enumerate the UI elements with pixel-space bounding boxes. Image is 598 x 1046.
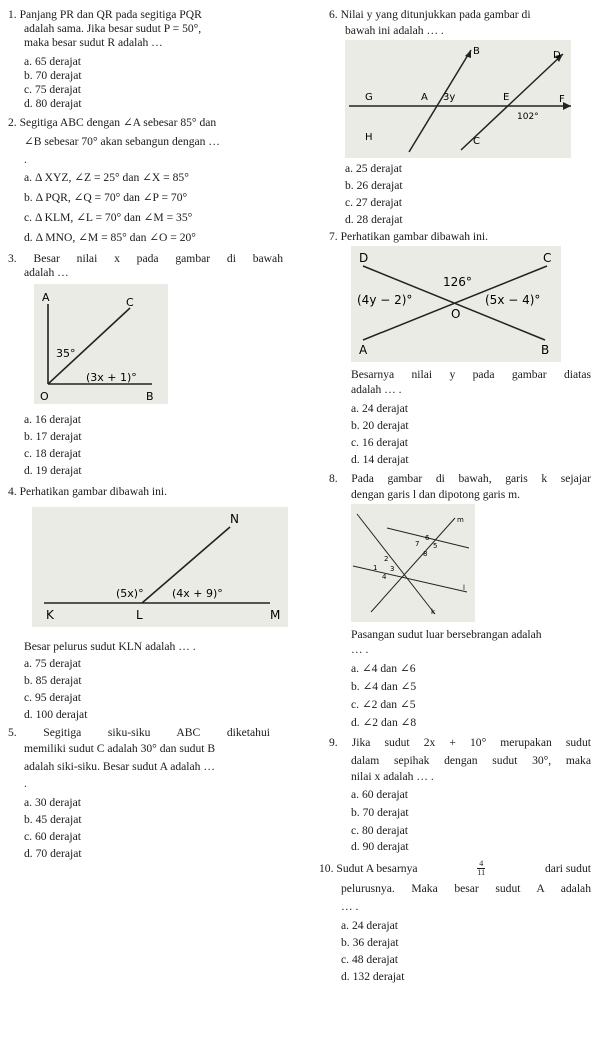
q6-angle-3y: 3y: [443, 92, 456, 103]
q1-line-3: maka besar sudut R adalah …: [24, 36, 163, 49]
q9-line-2: dalam sepihak dengan sudut 30°, maka: [351, 754, 591, 767]
q4-option-a: a. 75 derajat: [24, 657, 81, 670]
q6-arrow-b: [465, 50, 471, 58]
q9-option-b: b. 70 derajat: [351, 806, 409, 819]
q6-label-c: C: [473, 136, 480, 147]
q3-label-c: C: [126, 296, 134, 309]
q3-option-c: c. 18 derajat: [24, 447, 81, 460]
q7-option-a: a. 24 derajat: [351, 402, 408, 415]
q1-option-a: a. 65 derajat: [24, 55, 81, 68]
q10-fraction-denominator: 11: [477, 868, 486, 877]
q8-question-1: Pasangan sudut luar bersebrangan adalah: [351, 628, 542, 641]
q6-label-d: D: [553, 50, 561, 61]
q7-label-a: A: [359, 343, 368, 357]
q8-line-2: dengan garis l dan dipotong garis m.: [351, 488, 521, 501]
q8-option-b: b. ∠4 dan ∠5: [351, 680, 417, 693]
q10-fraction-numerator: 4: [479, 859, 484, 868]
q7-question-1: Besarnya nilai y pada gambar diatas: [351, 368, 591, 381]
q3-angle-35: 35°: [56, 347, 76, 360]
q3-label-a: A: [42, 291, 50, 304]
q3-line-1: 3. Besar nilai x pada gambar di bawah: [8, 252, 283, 265]
q8-angle-3: 3: [390, 565, 395, 573]
q8-angle-5: 5: [433, 542, 438, 550]
q2-line-2: ∠B sebesar 70° akan sebangun dengan …: [24, 135, 220, 148]
q6-label-g: G: [365, 92, 373, 103]
q6-figure: [345, 40, 571, 158]
q3-option-b: b. 17 derajat: [24, 430, 82, 443]
q10-line-3: … .: [341, 900, 359, 913]
q1-line-2: adalah sama. Jika besar sudut P = 50°,: [24, 22, 202, 35]
q4-label-l: L: [136, 608, 143, 622]
q2-option-b: b. Δ PQR, ∠Q = 70° dan ∠P = 70°: [24, 191, 188, 204]
q9-line-3: nilai x adalah … .: [351, 770, 434, 783]
q3-angle-diagram: [34, 284, 168, 404]
q4-option-d: d. 100 derajat: [24, 708, 88, 721]
q8-label-k: k: [431, 608, 436, 616]
q4-label-m: M: [270, 608, 281, 622]
q7-angle-4y: (4y − 2)°: [357, 293, 413, 307]
q8-figure: [351, 504, 475, 622]
q10-line-1: [319, 860, 591, 877]
q6-option-c: c. 27 derajat: [345, 196, 402, 209]
q7-angle-126: 126°: [443, 275, 472, 289]
q4-option-c: c. 95 derajat: [24, 691, 81, 704]
q6-label-e: E: [503, 92, 510, 103]
q3-figure: [34, 284, 168, 404]
q5-option-d: d. 70 derajat: [24, 847, 82, 860]
q2-option-a: a. Δ XYZ, ∠Z = 25° dan ∠X = 85°: [24, 171, 189, 184]
q1-option-c: c. 75 derajat: [24, 83, 81, 96]
q10-line-1-pre: 10. Sudut A besarnya: [319, 861, 418, 875]
q7-question-2: adalah … .: [351, 383, 402, 396]
q7-label-d: D: [359, 251, 369, 265]
q5-option-a: a. 30 derajat: [24, 796, 81, 809]
q4-angle-diagram: [32, 507, 288, 627]
q3-angle-3x: (3x + 1)°: [86, 371, 137, 384]
q4-option-b: b. 85 derajat: [24, 674, 82, 687]
q6-line-2: bawah ini adalah … .: [345, 24, 444, 37]
q8-label-l: l: [463, 584, 465, 592]
q8-line-1: 8. Pada gambar di bawah, garis k sejajar: [329, 472, 591, 485]
q4-label-k: K: [46, 608, 54, 622]
q4-figure: [32, 507, 288, 627]
q5-option-b: b. 45 derajat: [24, 813, 82, 826]
q8-angle-1: 1: [373, 564, 378, 572]
q5-line-3: adalah siki-siku. Besar sudut A adalah …: [24, 760, 215, 773]
q9-option-a: a. 60 derajat: [351, 788, 408, 801]
q10-fraction: [477, 860, 485, 877]
q7-angle-5x: (5x − 4)°: [485, 293, 541, 307]
q7-option-d: d. 14 derajat: [351, 453, 409, 466]
q8-option-a: a. ∠4 dan ∠6: [351, 662, 416, 675]
q3-label-b: B: [146, 390, 154, 403]
q4-line-1: 4. Perhatikan gambar dibawah ini.: [8, 485, 168, 498]
q7-option-b: b. 20 derajat: [351, 419, 409, 432]
q10-option-b: b. 36 derajat: [341, 936, 399, 949]
q1-option-b: b. 70 derajat: [24, 69, 82, 82]
q10-line-1-post: dari sudut: [544, 861, 591, 875]
q6-angle-102: 102°: [517, 112, 539, 122]
q6-label-f: F: [559, 94, 565, 105]
q8-angle-8: 8: [423, 550, 428, 558]
q6-label-a: A: [421, 92, 428, 103]
q7-label-o: O: [451, 307, 461, 321]
q5-line-1: 5. Segitiga siku-siku ABC diketahui: [8, 726, 270, 739]
q6-parallel-lines-diagram: [345, 40, 571, 158]
q8-question-2: … .: [351, 643, 369, 656]
q8-label-m: m: [457, 516, 464, 524]
q6-option-a: a. 25 derajat: [345, 162, 402, 175]
q8-transversal-diagram: [351, 504, 475, 622]
q7-label-b: B: [541, 343, 550, 357]
q8-angle-4: 4: [382, 573, 387, 581]
q2-line-3: .: [24, 153, 27, 166]
q8-angle-6: 6: [425, 534, 430, 542]
q1-line-1: 1. Panjang PR dan QR pada segitiga PQR: [8, 8, 202, 21]
q2-line-1: 2. Segitiga ABC dengan ∠A sebesar 85° dan: [8, 116, 217, 129]
q8-line-k: [357, 514, 438, 614]
q4-angle-4x: (4x + 9)°: [172, 587, 223, 600]
q8-angle-2: 2: [384, 555, 389, 563]
q6-line-1: 6. Nilai y yang ditunjukkan pada gambar di: [329, 8, 531, 21]
q7-line-1: 7. Perhatikan gambar dibawah ini.: [329, 230, 489, 243]
q7-intersecting-lines-diagram: [351, 246, 561, 362]
q8-line-l: [353, 566, 467, 592]
q1-option-d: d. 80 derajat: [24, 97, 82, 110]
q8-line-m: [371, 518, 455, 612]
q9-option-d: d. 90 derajat: [351, 840, 409, 853]
q4-question: Besar pelurus sudut KLN adalah … .: [24, 640, 196, 653]
q7-figure: [351, 246, 561, 362]
q9-option-c: c. 80 derajat: [351, 824, 408, 837]
q10-option-d: d. 132 derajat: [341, 970, 405, 983]
q4-label-n: N: [230, 512, 239, 526]
q6-line-ab: [409, 50, 471, 152]
q5-line-2: memiliki sudut C adalah 30° dan sudut B: [24, 742, 216, 755]
q6-option-b: b. 26 derajat: [345, 179, 403, 192]
q9-line-1: 9. Jika sudut 2x + 10° merupakan sudut: [329, 736, 591, 749]
q3-option-d: d. 19 derajat: [24, 464, 82, 477]
q3-option-a: a. 16 derajat: [24, 413, 81, 426]
q8-angle-7: 7: [415, 540, 420, 548]
q5-line-4: .: [24, 777, 27, 790]
q6-option-d: d. 28 derajat: [345, 213, 403, 226]
q8-option-c: c. ∠2 dan ∠5: [351, 698, 416, 711]
q2-option-c: c. Δ KLM, ∠L = 70° dan ∠M = 35°: [24, 211, 193, 224]
q6-label-b: B: [473, 46, 480, 57]
q3-label-o: O: [40, 390, 49, 403]
q10-line-2: pelurusnya. Maka besar sudut A adalah: [341, 882, 591, 895]
q8-option-d: d. ∠2 dan ∠8: [351, 716, 417, 729]
q10-option-a: a. 24 derajat: [341, 919, 398, 932]
q2-option-d: d. Δ MNO, ∠M = 85° dan ∠O = 20°: [24, 231, 196, 244]
q3-line-2: adalah …: [24, 266, 69, 279]
q7-label-c: C: [543, 251, 552, 265]
q10-option-c: c. 48 derajat: [341, 953, 398, 966]
q6-label-h: H: [365, 132, 373, 143]
q7-option-c: c. 16 derajat: [351, 436, 408, 449]
q4-angle-5x: (5x)°: [116, 587, 144, 600]
q5-option-c: c. 60 derajat: [24, 830, 81, 843]
